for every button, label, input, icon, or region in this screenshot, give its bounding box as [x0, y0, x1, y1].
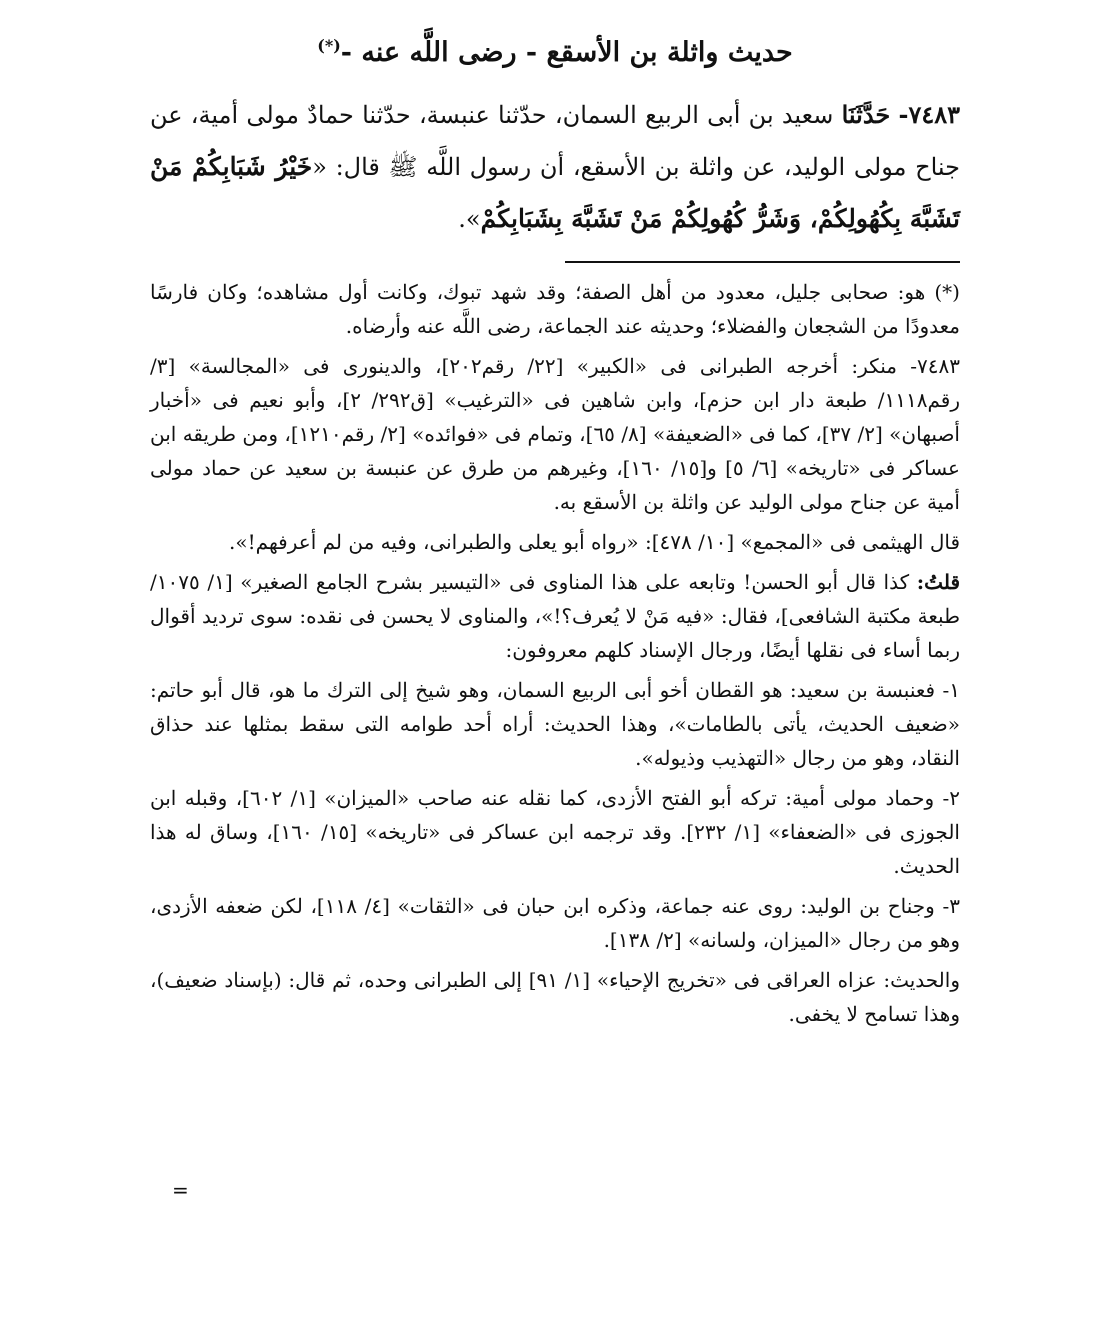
- page: [150, 28, 960, 1037]
- note-narrator-2: ٢- وحماد مولى أمية: تركه أبو الفتح الأزدى، كما نقله عنه صاحب «الميزان» [١/ ٦٠٢]، وقبله ابن الجوزى فى «الضعفاء» [١/ ٢٣٢]. وقد ترجمه ابن عساكر فى «تاريخه» [١٥/ ١٦٠]، وساق له هذا الحديث.: [150, 786, 960, 878]
- footnotes: [150, 275, 960, 1031]
- hadith-matn: خَيْرُ شَبَابِكُمْ مَنْ تَشَبَّهَ بِكُهُولِكُمْ، وَشَرُّ كُهُولِكُمْ مَنْ تَشَبَّهَ بِشَبَابِكُمْ: [150, 152, 960, 233]
- note-comment: [150, 565, 960, 667]
- note-haythami: قال الهيثمى فى «المجمع» [١٠/ ٤٧٨]: «رواه أبو يعلى والطبرانى، وفيه من لم أعرفهم!».: [229, 530, 960, 554]
- hadith-number: ٧٤٨٣-: [898, 100, 961, 129]
- hadith-end: ».: [458, 205, 481, 233]
- title-footnote-mark: (*): [317, 36, 341, 55]
- footnote-divider: [565, 261, 960, 263]
- hadith-lead: حَدَّثَنَا: [841, 100, 891, 129]
- note-comment-lead: قلتُ:: [916, 570, 960, 594]
- note-comment-text: كذا قال أبو الحسن! وتابعه على هذا المناوى فى «التيسير بشرح الجامع الصغير» [١/ ١٠٧٥/ طبعة مكتبة الشافعى]، فقال: «فيه مَنْ لا يُعرف؟!»، والمناوى لا يحسن فى نقده: سوى ترديد أقوال ربما أساء فى نقلها أيضًا، ورجال الإسناد كلهم معروفون:: [150, 570, 960, 662]
- hadith-isnad: سعيد بن أبى الربيع السمان، حدّثنا عنبسة، حدّثنا حمادٌ مولى أمية، عن جناح مولى الوليد، عن واثلة بن الأسقع، أن رسول اللَّه ﷺ قال: «: [150, 101, 960, 181]
- space: [833, 101, 841, 129]
- note-narrator-3: ٣- وجناح بن الوليد: روى عنه جماعة، وذكره ابن حبان فى «الثقات» [٤/ ١١٨]، لكن ضعفه الأزدى، وهو من رجال «الميزان، ولسانه» [٢/ ١٣٨].: [150, 894, 960, 952]
- page-title: [150, 28, 960, 71]
- note-narrator-1: ١- فعنبسة بن سعيد: هو القطان أخو أبى الربيع السمان، وهو شيخ إلى الترك ما هو، قال أبو حاتم: «ضعيف الحديث، يأتى بالطامات»، وهذا الحديث: أراه أحد طوامه التى سقط بمثلها عند حذاق النقاد، وهو من رجال «التهذيب وذيوله».: [150, 678, 960, 770]
- note-conclusion: والحديث: عزاه العراقى فى «تخريج الإحياء» [١/ ٩١] إلى الطبرانى وحده، ثم قال: (بإسناد ضعيف)، وهذا تسامح لا يخفى.: [150, 968, 960, 1026]
- hadith-text: [150, 89, 960, 245]
- continuation-mark: =: [172, 1178, 189, 1202]
- title-text: حديث واثلة بن الأسقع - رضى اللَّه عنه -: [340, 37, 793, 68]
- note-takhrij: ٧٤٨٣- منكر: أخرجه الطبرانى فى «الكبير» [٢٢/ رقم٢٠٢]، والدينورى فى «المجالسة» [٣/ رقم١١١٨/ طبعة دار ابن حزم]، وابن شاهين فى «الترغيب» [ق٢٩٢/ ٢]، وأبو نعيم فى «أخبار أصبهان» [٢/ ٣٧]، كما فى «الضعيفة» [٨/ ٦٥]، وتمام فى «فوائده» [٢/ رقم١٢١٠]، ومن طريقه ابن عساكر فى «تاريخه» [٦/ ٥] و[١٥/ ١٦٠]، وغيرهم من طرق عن عنبسة بن سعيد عن حماد مولى أمية عن جناح مولى الوليد عن واثلة بن الأسقع به.: [150, 354, 960, 514]
- note-companion: (*) هو: صحابى جليل، معدود من أهل الصفة؛ وقد شهد تبوك، وكانت أول مشاهده؛ وكان فارسًا معدودًا من الشجعان والفضلاء؛ وحديثه عند الجماعة، رضى اللَّه عنه وأرضاه.: [150, 280, 960, 338]
